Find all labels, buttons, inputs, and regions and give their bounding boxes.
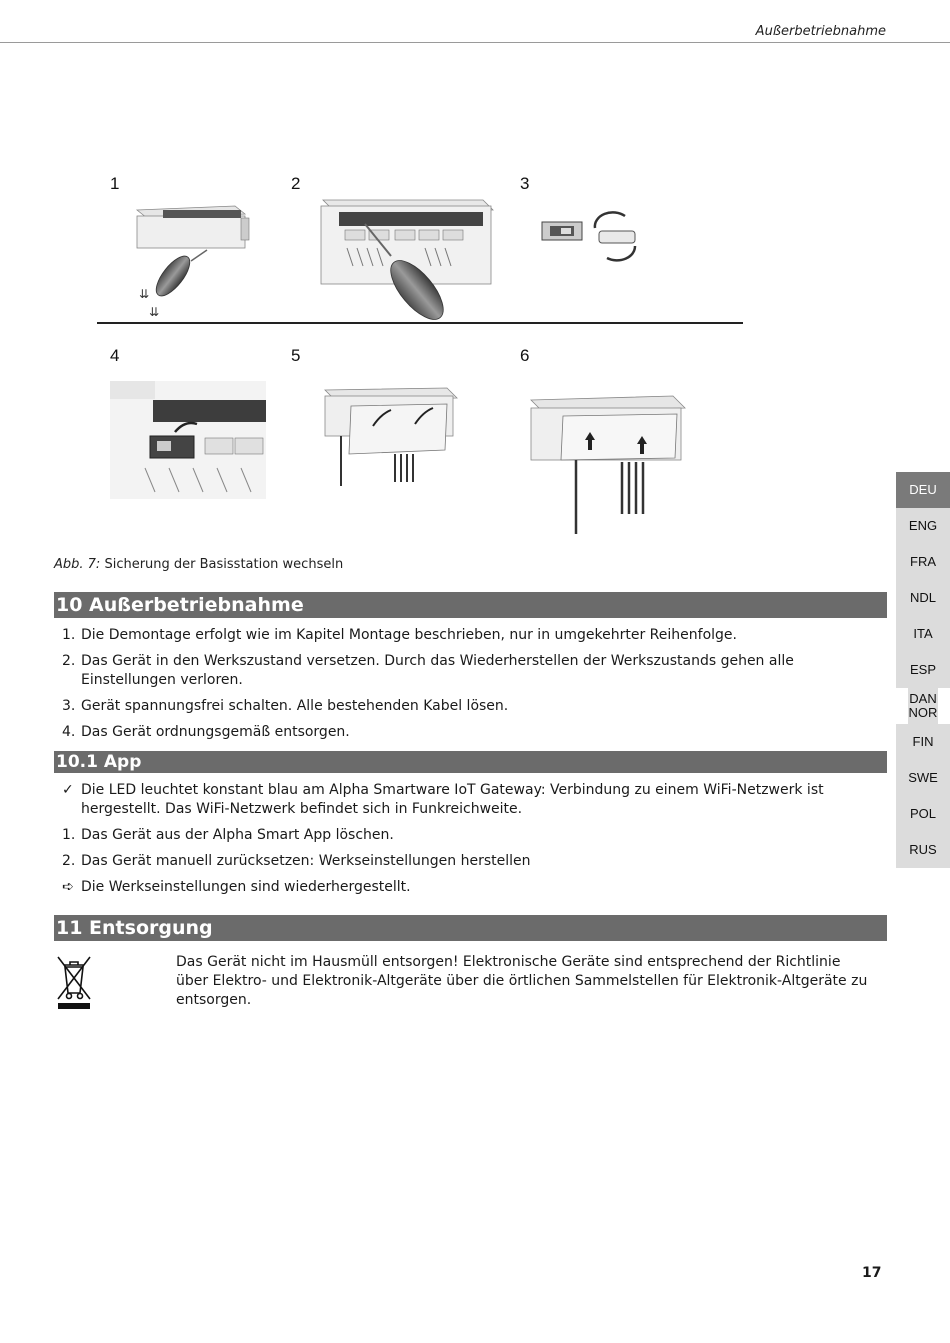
list-text: Das Gerät in den Werkszustand versetzen. Durch das Wiederherstellen der Werkszustands gehen alle Einstellungen verloren. [81, 653, 794, 688]
step-number-3: 3 [520, 174, 530, 193]
list-marker: 1. [62, 827, 76, 843]
svg-text:⇊: ⇊ [139, 287, 150, 301]
step1-illustration [137, 206, 249, 319]
step-number-4: 4 [110, 346, 120, 365]
tab-fra[interactable]: FRA [896, 544, 950, 580]
tab-swe[interactable]: SWE [896, 760, 950, 796]
section-11-heading: 11 Entsorgung [54, 915, 887, 941]
result-arrow-icon: ➪ [62, 879, 74, 895]
language-tabs [896, 472, 950, 868]
checkmark-icon: ✓ [62, 782, 74, 798]
list-marker: 3. [62, 698, 76, 714]
tab-ndl[interactable]: NDL [896, 580, 950, 616]
disposal-text: Das Gerät nicht im Hausmüll entsorgen! Elektronische Geräte sind entsprechend der Richtlinie über Elektro- und Elektronik-Altgeräte über die örtlichen Sammelstellen für Elektronik-Altgeräte zu entsorgen. [176, 954, 868, 1008]
step-number-2: 2 [291, 174, 301, 193]
list-text: Die Demontage erfolgt wie im Kapitel Montage beschrieben, nur in umgekehrter Reihenfolge. [81, 627, 737, 643]
step-number-1: 1 [110, 174, 120, 193]
list-item [62, 852, 877, 871]
tab-rus[interactable]: RUS [896, 832, 950, 868]
tab-esp[interactable]: ESP [896, 652, 950, 688]
page-number: 17 [862, 1265, 882, 1281]
list-text: Das Gerät aus der Alpha Smart App löschen. [81, 827, 394, 843]
figure-caption [54, 557, 343, 572]
step5-illustration [325, 388, 457, 486]
list-text: Das Gerät ordnungsgemäß entsorgen. [81, 724, 350, 740]
step3-illustration [542, 212, 635, 260]
step-number-6: 6 [520, 346, 530, 365]
list-marker: 4. [62, 724, 76, 740]
list-item [62, 781, 877, 819]
list-text: Die LED leuchtet konstant blau am Alpha Smartware IoT Gateway: Verbindung zu einem WiFi-Netzwerk ist hergestellt. Das WiFi-Netzwerk befindet sich in Funkreichweite. [81, 782, 824, 817]
list-marker: 2. [62, 853, 76, 869]
caption-text: Sicherung der Basisstation wechseln [104, 557, 344, 572]
list-item [62, 826, 877, 845]
tab-dan-nor[interactable]: DAN NOR [908, 688, 938, 724]
list-text: Die Werkseinstellungen sind wiederhergestellt. [81, 879, 411, 895]
list-item [62, 652, 877, 690]
section-10-heading: 10 Außerbetriebnahme [54, 592, 887, 618]
list-marker: 1. [62, 627, 76, 643]
tab-fin[interactable]: FIN [896, 724, 950, 760]
section-10-1-heading: 10.1 App [54, 751, 887, 773]
tab-eng[interactable]: ENG [896, 508, 950, 544]
step6-illustration [531, 396, 685, 534]
step-number-5: 5 [291, 346, 301, 365]
list-text: Gerät spannungsfrei schalten. Alle bestehenden Kabel lösen. [81, 698, 509, 714]
step4-illustration [110, 381, 266, 499]
figure-illustrations [95, 168, 755, 548]
list-item [62, 723, 877, 742]
list-item [62, 626, 877, 645]
figure-fuse-replacement [95, 168, 755, 548]
svg-text:⇊: ⇊ [149, 305, 160, 319]
list-text: Das Gerät manuell zurücksetzen: Werkseinstellungen herstellen [81, 853, 531, 869]
list-marker: 2. [62, 653, 76, 669]
tab-ita[interactable]: ITA [896, 616, 950, 652]
running-title: Außerbetriebnahme [755, 24, 886, 39]
list-item [62, 697, 877, 716]
step2-illustration [321, 200, 493, 328]
weee-crossed-bin-icon [54, 953, 94, 1009]
list-item [62, 878, 877, 897]
running-header [0, 24, 950, 43]
caption-label: Abb. 7: [54, 557, 101, 572]
tab-pol[interactable]: POL [896, 796, 950, 832]
tab-deu[interactable]: DEU [896, 472, 950, 508]
